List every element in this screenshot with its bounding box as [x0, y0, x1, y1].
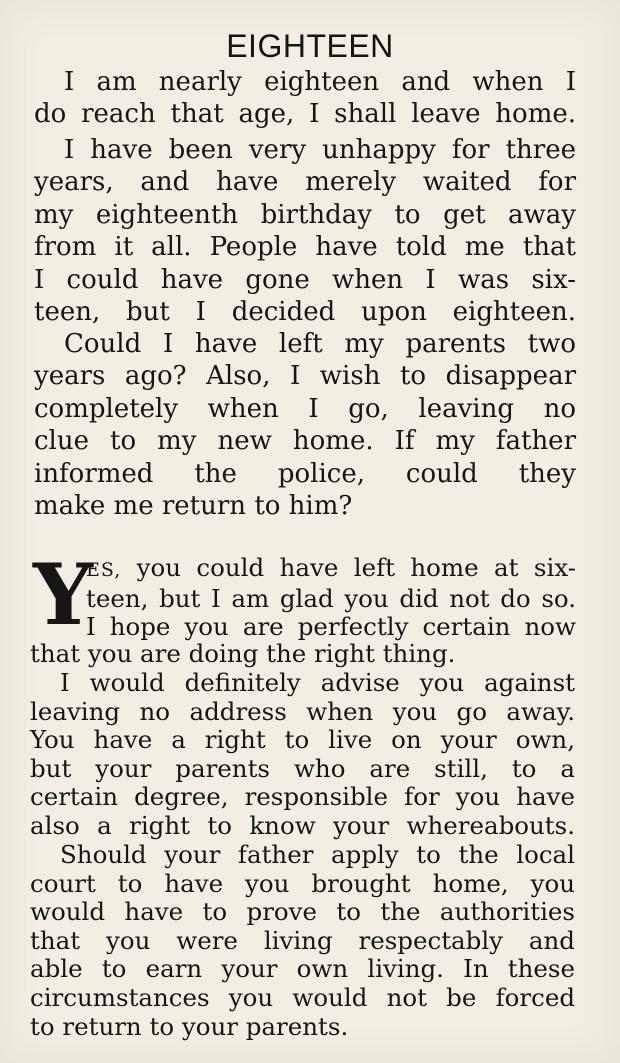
- text-line: years ago? Also, I wish to disappear: [34, 361, 576, 392]
- text-line: certain degree, responsible for you have: [30, 782, 575, 812]
- text-line: but your parents who are still, to a: [30, 753, 575, 783]
- text-line: leaving no address when you go away.: [30, 696, 575, 726]
- answer-smallcaps: ES,: [86, 559, 122, 581]
- text-line: would have to prove to the authorities: [30, 897, 575, 927]
- text-line: my eighteenth birthday to get away: [34, 199, 576, 230]
- text-line: make me return to him?: [34, 491, 353, 522]
- text-line: circumstances you would not be forced: [30, 982, 575, 1012]
- answer-paragraph-2: [30, 669, 575, 841]
- answer-paragraph-1-tail: [30, 640, 575, 669]
- text-line: that you are doing the right thing.: [30, 639, 456, 668]
- text-line: that you were living respectably and: [30, 925, 575, 955]
- text-line: court to have you brought home, you: [30, 868, 575, 898]
- text-line: completely when I go, leaving no: [34, 393, 576, 424]
- text-line: I hope you are perfectly certain now: [86, 612, 576, 642]
- text-line: teen, but I decided upon eighteen.: [34, 297, 576, 328]
- answer-paragraph-1-indented: [86, 554, 576, 642]
- text-line: I have been very unhappy for three: [64, 135, 576, 165]
- text-line: informed the police, could they: [34, 458, 576, 489]
- text-line: also a right to know your whereabouts.: [30, 810, 575, 840]
- text-line: Should your father apply to the local: [60, 840, 575, 869]
- text-line: You have a right to live on your own,: [30, 725, 575, 755]
- text-line: Could I have left my parents two: [64, 329, 576, 359]
- text-line: do reach that age, I shall leave home.: [34, 99, 576, 130]
- text-line: teen, but I am glad you did not do so.: [86, 583, 576, 613]
- answer-paragraph-3: [30, 841, 575, 1041]
- text-line: able to earn your own living. In these: [30, 954, 575, 984]
- text-line: years, and have merely waited for: [34, 167, 576, 198]
- text-line: from it all. People have told me that: [34, 232, 576, 263]
- text-line: to return to your parents.: [30, 1011, 349, 1041]
- text-line: I could have gone when I was six-: [34, 264, 576, 295]
- question-paragraph-1: [34, 66, 576, 131]
- question-paragraph-3: [34, 328, 576, 522]
- text-line: clue to my new home. If my father: [34, 426, 576, 457]
- question-paragraph-2: [34, 134, 576, 328]
- article-title: EIGHTEEN: [226, 28, 394, 64]
- text-line: you could have left home at six-: [121, 553, 576, 582]
- text-line: I would definitely advise you against: [60, 668, 575, 697]
- answer-dropcap: Y: [33, 545, 93, 644]
- text-line: I am nearly eighteen and when I: [64, 67, 576, 97]
